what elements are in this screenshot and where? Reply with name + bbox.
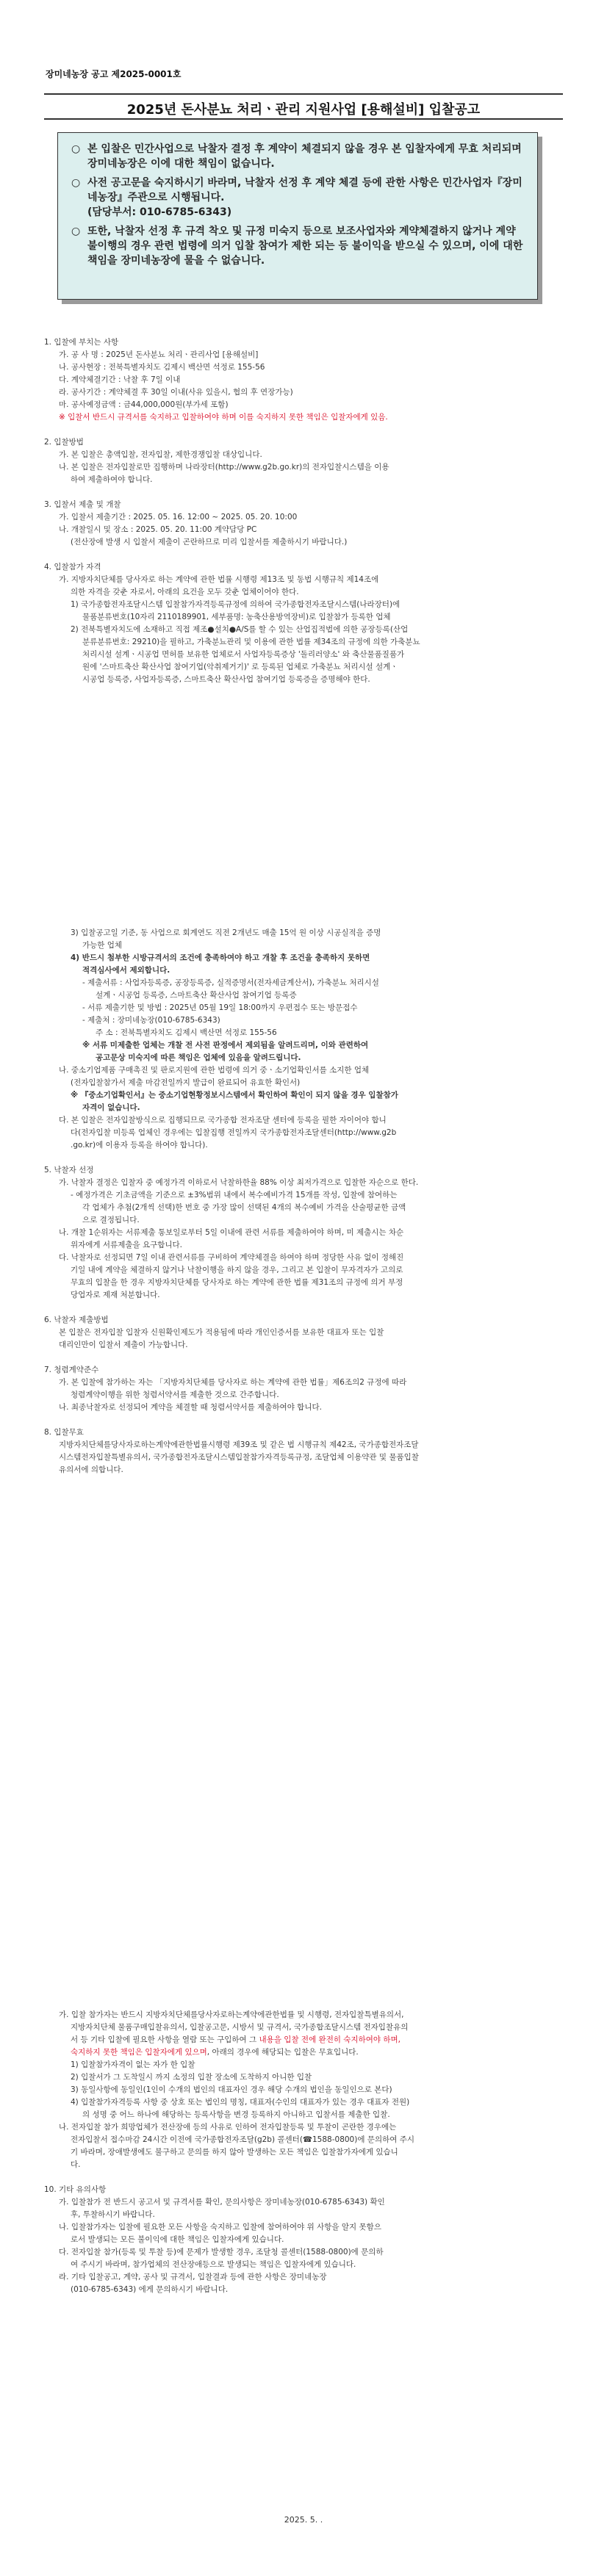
content-line: (전자입찰참가서 제출 마감전일까지 발급이 완료되어 유효한 확인서) [71,1078,301,1087]
content-line: 청렴계약이행을 위한 청렴서약서를 제출한 것으로 간주합니다. [71,1390,279,1399]
content-line: 2) 전북특별자치도에 소재하고 직접 제조●설치●A/S를 할 수 있는 산업집적법에 의한 공장등록(산업 [71,625,409,634]
section-title: 3. 입찰서 제출 및 개찰 [44,500,121,509]
content-line: 적격심사에서 제외합니다. [82,966,170,975]
content-line: 다. 낙찰자로 선정되면 7일 이내 관련서류를 구비하여 계약체결을 하여야 하며 정당한 사유 없이 정해진 [59,1253,404,1262]
section9-line: 숙지하지 못한 책임은 입찰자에게 있으며, 아래의 경우에 해당되는 입찰은 무효입니다. [71,2048,359,2057]
content-line: .go.kr)에 이용자 등록을 하여야 합니다). [71,1141,208,1150]
content-line: 으로 결정됩니다. [82,1216,140,1224]
content-part-1 [44,336,558,699]
content-line: 나. 공사현장 : 전북특별자치도 김제시 백산면 석정로 155-56 [59,363,265,372]
list-item: 1) 입찰참가자격이 없는 자가 한 입찰 [71,2060,195,2069]
section9-line: 전자입찰서 접수마감 24시간 이전에 국가종합전자조달(g2b) 콜센터(☎1588-0800)에 문의하여 주시 [71,2135,415,2144]
section9-line: 기 바라며, 장애발생에도 불구하고 문의를 하지 않아 발생하는 모든 책임은 입찰참가자에게 있습니 [71,2148,398,2157]
content-line: - 예정가격은 기초금액을 기준으로 ±3%범위 내에서 복수예비가격 15개를 작성, 입찰에 참여하는 [71,1191,398,1199]
section-title: 10. 기타 유의사항 [44,2185,107,2194]
content-line: 위자에게 서류제출을 요구합니다. [71,1241,183,1249]
content-line: ※ 입찰서 반드시 규격서를 숙지하고 입찰하여야 하며 이를 숙지하지 못한 책임은 입찰자에게 있음. [59,413,388,422]
content-line: 가. 입찰서 제출기간 : 2025. 05. 16. 12:00 ~ 2025. 05. 20. 10:00 [59,513,298,522]
content-line: 나. 중소기업제품 구매촉진 및 판로지원에 관한 법령에 의거 중ㆍ소기업확인서를 소지한 업체 [59,1066,370,1075]
list-item: 3) 동일사항에 동일인(1인이 수개의 법인의 대표자인 경우 해당 수개의 법인을 동일인으로 본다) [71,2085,392,2094]
content-line: 로서 발생되는 모든 불이익에 대한 책임은 입찰자에게 있습니다. [71,2235,284,2244]
content-line: - 제출서류 : 사업자등록증, 공장등록증, 실적증명서(전자세금계산서), 가축분뇨 처리시설 [82,978,379,987]
content-line: 자격이 없습니다. [82,1103,140,1112]
content-line: 시공업 등록증, 사업자등록증, 스마트축산 확산사업 참여기업 등록증을 증명해야 한다. [82,675,370,684]
title-top-rule [44,93,563,95]
contact-department: (담당부서: 010-6785-6343) [87,206,232,218]
content-line: 가. 입찰참가 전 반드시 공고서 및 규격서를 확인, 문의사항은 장미네농장(010-6785-6343) 확인 [59,2198,385,2207]
bullet-icon: ○ [71,143,81,155]
content-line: 시스템전자입찰특별유의서, 국가종합전자조달시스템입찰참가자격등록규정, 조달업체 이용약관 및 물품입찰 [59,1453,419,1462]
list-item: 4) 입찰참가자격등록 사항 중 상호 또는 법인의 명칭, 대표자(수인의 대표자가 있는 경우 대표자 전원) [71,2098,410,2107]
content-line: 하여 제출하여야 합니다. [71,475,153,484]
list-item: 의 성명 중 어느 하나에 해당하는 등록사항을 변경 등록하지 아니하고 입찰서를 제출한 입찰. [82,2110,390,2119]
content-part-3 [44,2009,558,2296]
content-line: ※ 『중소기업확인서』는 중소기업현황정보시스템에서 확인하여 확인이 되지 않을 경우 입찰참가 [71,1091,398,1100]
content-line: 가능한 업체 [82,941,123,950]
notice-item: ○ 또한, 낙찰자 선정 후 규격 착오 및 규정 미숙지 등으로 보조사업자와 계약체결하지 않거나 계약 불이행의 경우 관련 법령에 의거 입찰 참여가 제한 되는 등 불이익을 받으실 수 있으며, 이에 대한 책임을 장미네농장에 물을 수 없습니다. [71,226,523,267]
content-line: 다. 계약체결기간 : 낙찰 후 7일 이내 [59,375,181,384]
content-line: 라. 공사기간 : 계약체결 후 30일 이내(사유 있을시, 협의 후 연장가능) [59,388,293,397]
content-line: 각 업체가 추첨(2개씩 선택)한 번호 중 가장 많이 선택된 4개의 복수예비 가격을 산술평균한 금액 [82,1203,406,1212]
content-line: 가. 공 사 명 : 2025년 돈사분뇨 처리ㆍ관리사업 [용해설비] [59,350,259,359]
notice-number: 장미네농장 공고 제2025-0001호 [46,69,182,79]
page-title: 2025년 돈사분뇨 처리ㆍ관리 지원사업 [용해설비] 입찰공고 [126,102,481,118]
content-line: 3) 입찰공고일 기준, 동 사업으로 회계연도 직전 2개년도 매출 15억 원 이상 시공실적을 증명 [71,928,381,937]
bullet-icon: ○ [71,226,81,237]
section-title: 7. 청렴계약준수 [44,1365,99,1374]
content-line: 라. 기타 입찰공고, 계약, 공사 및 규격서, 입찰결과 등에 관한 사항은 장미네농장 [59,2273,327,2281]
content-line: 나. 입찰참가자는 입찰에 필요한 모든 사항을 숙지하고 입찰에 참여하여야 위 사항을 알지 못함으 [59,2223,381,2232]
content-line: 설계ㆍ시공업 등록증, 스마트축산 확산사업 참여기업 등록증 [96,991,297,1000]
content-line: 처리시설 설계ㆍ시공업 면허를 보유한 업체로서 사업자등록증상 '돌리러양소' 와 축산물품질품가 [82,650,405,659]
content-line: 가. 본 입찰은 총액입찰, 전자입찰, 제한경쟁입찰 대상입니다. [59,450,262,459]
section-title: 4. 입찰참가 자격 [44,563,101,571]
content-line: 가. 본 입찰에 참가하는 자는 「지방자치단체를 당사자로 하는 계약에 관한 법률」제6조의2 규정에 따라 [59,1378,407,1387]
content-line: 주 소 : 전북특별자치도 김제시 백산면 석정로 155-56 [96,1028,277,1037]
section9-line: 서 등 기타 입찰에 필요한 사항을 열람 또는 구입하여 그 내용을 입찰 전에 완전히 숙지하여야 하며, [71,2035,401,2044]
section-title: 1. 입찰에 부치는 사항 [44,338,119,347]
content-line: 기일 내에 계약을 체결하지 않거나 낙찰이행을 하지 않을 경우, 그리고 본 입찰이 무자격자가 고의로 [71,1266,403,1274]
content-line: 여 주시기 바라며, 참가업체의 전산장애등으로 발생되는 책임은 입찰자에게 있습니다. [71,2260,356,2269]
section9-line: 지방자치단체 물품구매입찰유의서, 입찰공고문, 시방서 및 규격서, 국가종합조달시스템 전자입찰유의 [71,2023,409,2032]
content-line: 나. 본 입찰은 전자입찰로만 집행하며 나라장터(http://www.g2b.go.kr)의 전자입찰시스템을 이용 [59,463,389,472]
content-line: 가. 낙찰자 결정은 입찰자 중 예정가격 이하로서 낙찰하한율 88% 이상 최저가격으로 입찰한 자순으로 한다. [59,1178,419,1187]
content-line: ※ 서류 미제출한 업체는 개찰 전 사전 판정에서 제외됨을 알려드리며, 이와 관련하여 [82,1041,369,1050]
section9-line: 다. [71,2160,81,2169]
section10-lines [44,2196,558,2296]
content-line: 공고문상 미숙지에 따른 책임은 업체에 있음을 알려드립니다. [96,1053,301,1062]
notice-box [57,132,538,300]
content-line: 다. 전자입찰 참가(등록 및 투찰 등)에 문제가 발생할 경우, 조달청 콜센터(1588-0800)에 문의하 [59,2248,384,2256]
bullet-icon: ○ [71,177,81,189]
content-line: - 서류 제출기한 및 방법 : 2025년 05월 19일 18:00까지 우편접수 또는 방문접수 [82,1003,358,1012]
content-line: 무효의 입찰을 한 경우 지방자치단체를 당사자로 하는 계약에 관한 법률 제31조의 규정에 의거 부정 [71,1278,403,1287]
content-part-2 [44,927,558,1489]
notice-item: ○ 사전 공고문을 숙지하시기 바라며, 낙찰자 선정 후 계약 체결 등에 관한 사항은 민간사업자『장미네농장』주관으로 시행됩니다. (담당부서: 010-6785-6343) [71,177,522,218]
content-line: 4) 반드시 첨부한 시방규격서의 조건에 충족하여야 하고 개찰 후 조건을 충족하지 못하면 [71,953,370,962]
content-line: 유의서에 의합니다. [59,1465,123,1474]
section-title: 6. 낙찰자 제출방법 [44,1316,109,1324]
content-line: (전산장애 발생 시 입찰서 제출이 곤란하므로 미리 입찰서를 제출하시기 바랍니다.) [71,538,348,546]
content-line: 나. 개찰 1순위자는 서류제출 통보일로부터 5일 이내에 관련 서류를 제출하여야 하며, 미 제출시는 차순 [59,1228,404,1237]
content-line: 당업자로 제재 처분합니다. [71,1291,160,1299]
notice-date: 2025. 5. . [284,2515,323,2525]
content-line: 본 입찰은 전자입찰 입찰자 신원확인제도가 적용됨에 따라 개인인증서를 보유한 대표자 또는 입찰 [59,1328,384,1337]
section9-line: 가. 입찰 참가자는 반드시 지방자치단체를당사자로하는계약에관한법률 및 시행령, 전자입찰특별유의서, [59,2010,404,2019]
content-line: 가. 지방자치단체를 당사자로 하는 계약에 관한 법률 시행령 제13조 및 동법 시행규칙 제14조에 [59,575,379,584]
section-title: 5. 낙찰자 선정 [44,1166,94,1175]
notice-item: ○ 본 입찰은 민간사업으로 낙찰자 결정 후 계약이 체결되지 않을 경우 본 입찰자에게 무효 처리되며 장미네농장은 이에 대한 책임이 없습니다. [71,143,522,170]
content-line: - 제출처 : 장미네농장(010-6785-6343) [82,1016,220,1025]
content-line: 물품분류번호(10자리 2110189901, 세부품명: 농축산용방역장비)로 입찰참가 등록한 업체 [82,613,391,621]
section-title: 8. 입찰무효 [44,1428,84,1437]
list-item: 2) 입찰서가 그 도착일시 까지 소정의 입찰 장소에 도착하지 아니한 입찰 [71,2073,312,2082]
content-line: 다. 본 입찰은 전자입찰방식으로 집행되므로 국가종합 전자조달 센터에 등록을 필한 자이어야 합니 [59,1116,387,1125]
content-line: 의한 자격을 갖춘 자로서, 아래의 요건을 모두 갖춘 업체이어야 한다. [71,588,299,596]
title-bottom-rule [44,118,563,120]
content-line: (010-6785-6343) 에게 문의하시기 바랍니다. [71,2285,229,2294]
content-line: 원에 '스마트축산 확산사업 참여기업(악취제거기)' 로 등록된 업체로 가축분뇨 처리시설 설계ㆍ [82,663,398,671]
content-line: 지방자치단체를당사자로하는계약에관한법률시행령 제39조 및 같은 법 시행규칙 제42조, 국가종합전자조달 [59,1440,419,1449]
section9-line: 나. 전자입찰 참가 희망업체가 전산장애 등의 사유로 인하여 전자입찰등록 및 투찰이 곤란한 경우에는 [59,2123,397,2132]
content-line: 후, 투찰하시기 바랍니다. [71,2210,155,2219]
content-line: 나. 최종낙찰자로 선정되어 계약을 체결할 때 청렴서약서를 제출하여야 합니다. [59,1403,322,1412]
content-line: 마. 공사예정금액 : 금44,000,000원(부가세 포함) [59,400,229,409]
content-line: 대리인만이 입찰서 제출이 가능합니다. [59,1341,188,1349]
content-line: 다(전자입찰 미등록 업체인 경우에는 입찰집행 전일까지 국가종합전자조달센터(http://www.g2b [71,1128,397,1137]
content-line: 분류분류번호: 29210)을 필하고, 가축분뇨관리 및 이용에 관한 법률 제34조의 규정에 의한 가축분뇨 [82,638,420,646]
section-title: 2. 입찰방법 [44,438,84,447]
content-line: 1) 국가종합전자조달시스템 입찰참가자격등록규정에 의하여 국가종합전자조달시스템(나라장터)에 [71,600,401,609]
content-line: 나. 개찰일시 및 장소 : 2025. 05. 20. 11:00 계약담당 PC [59,525,257,534]
